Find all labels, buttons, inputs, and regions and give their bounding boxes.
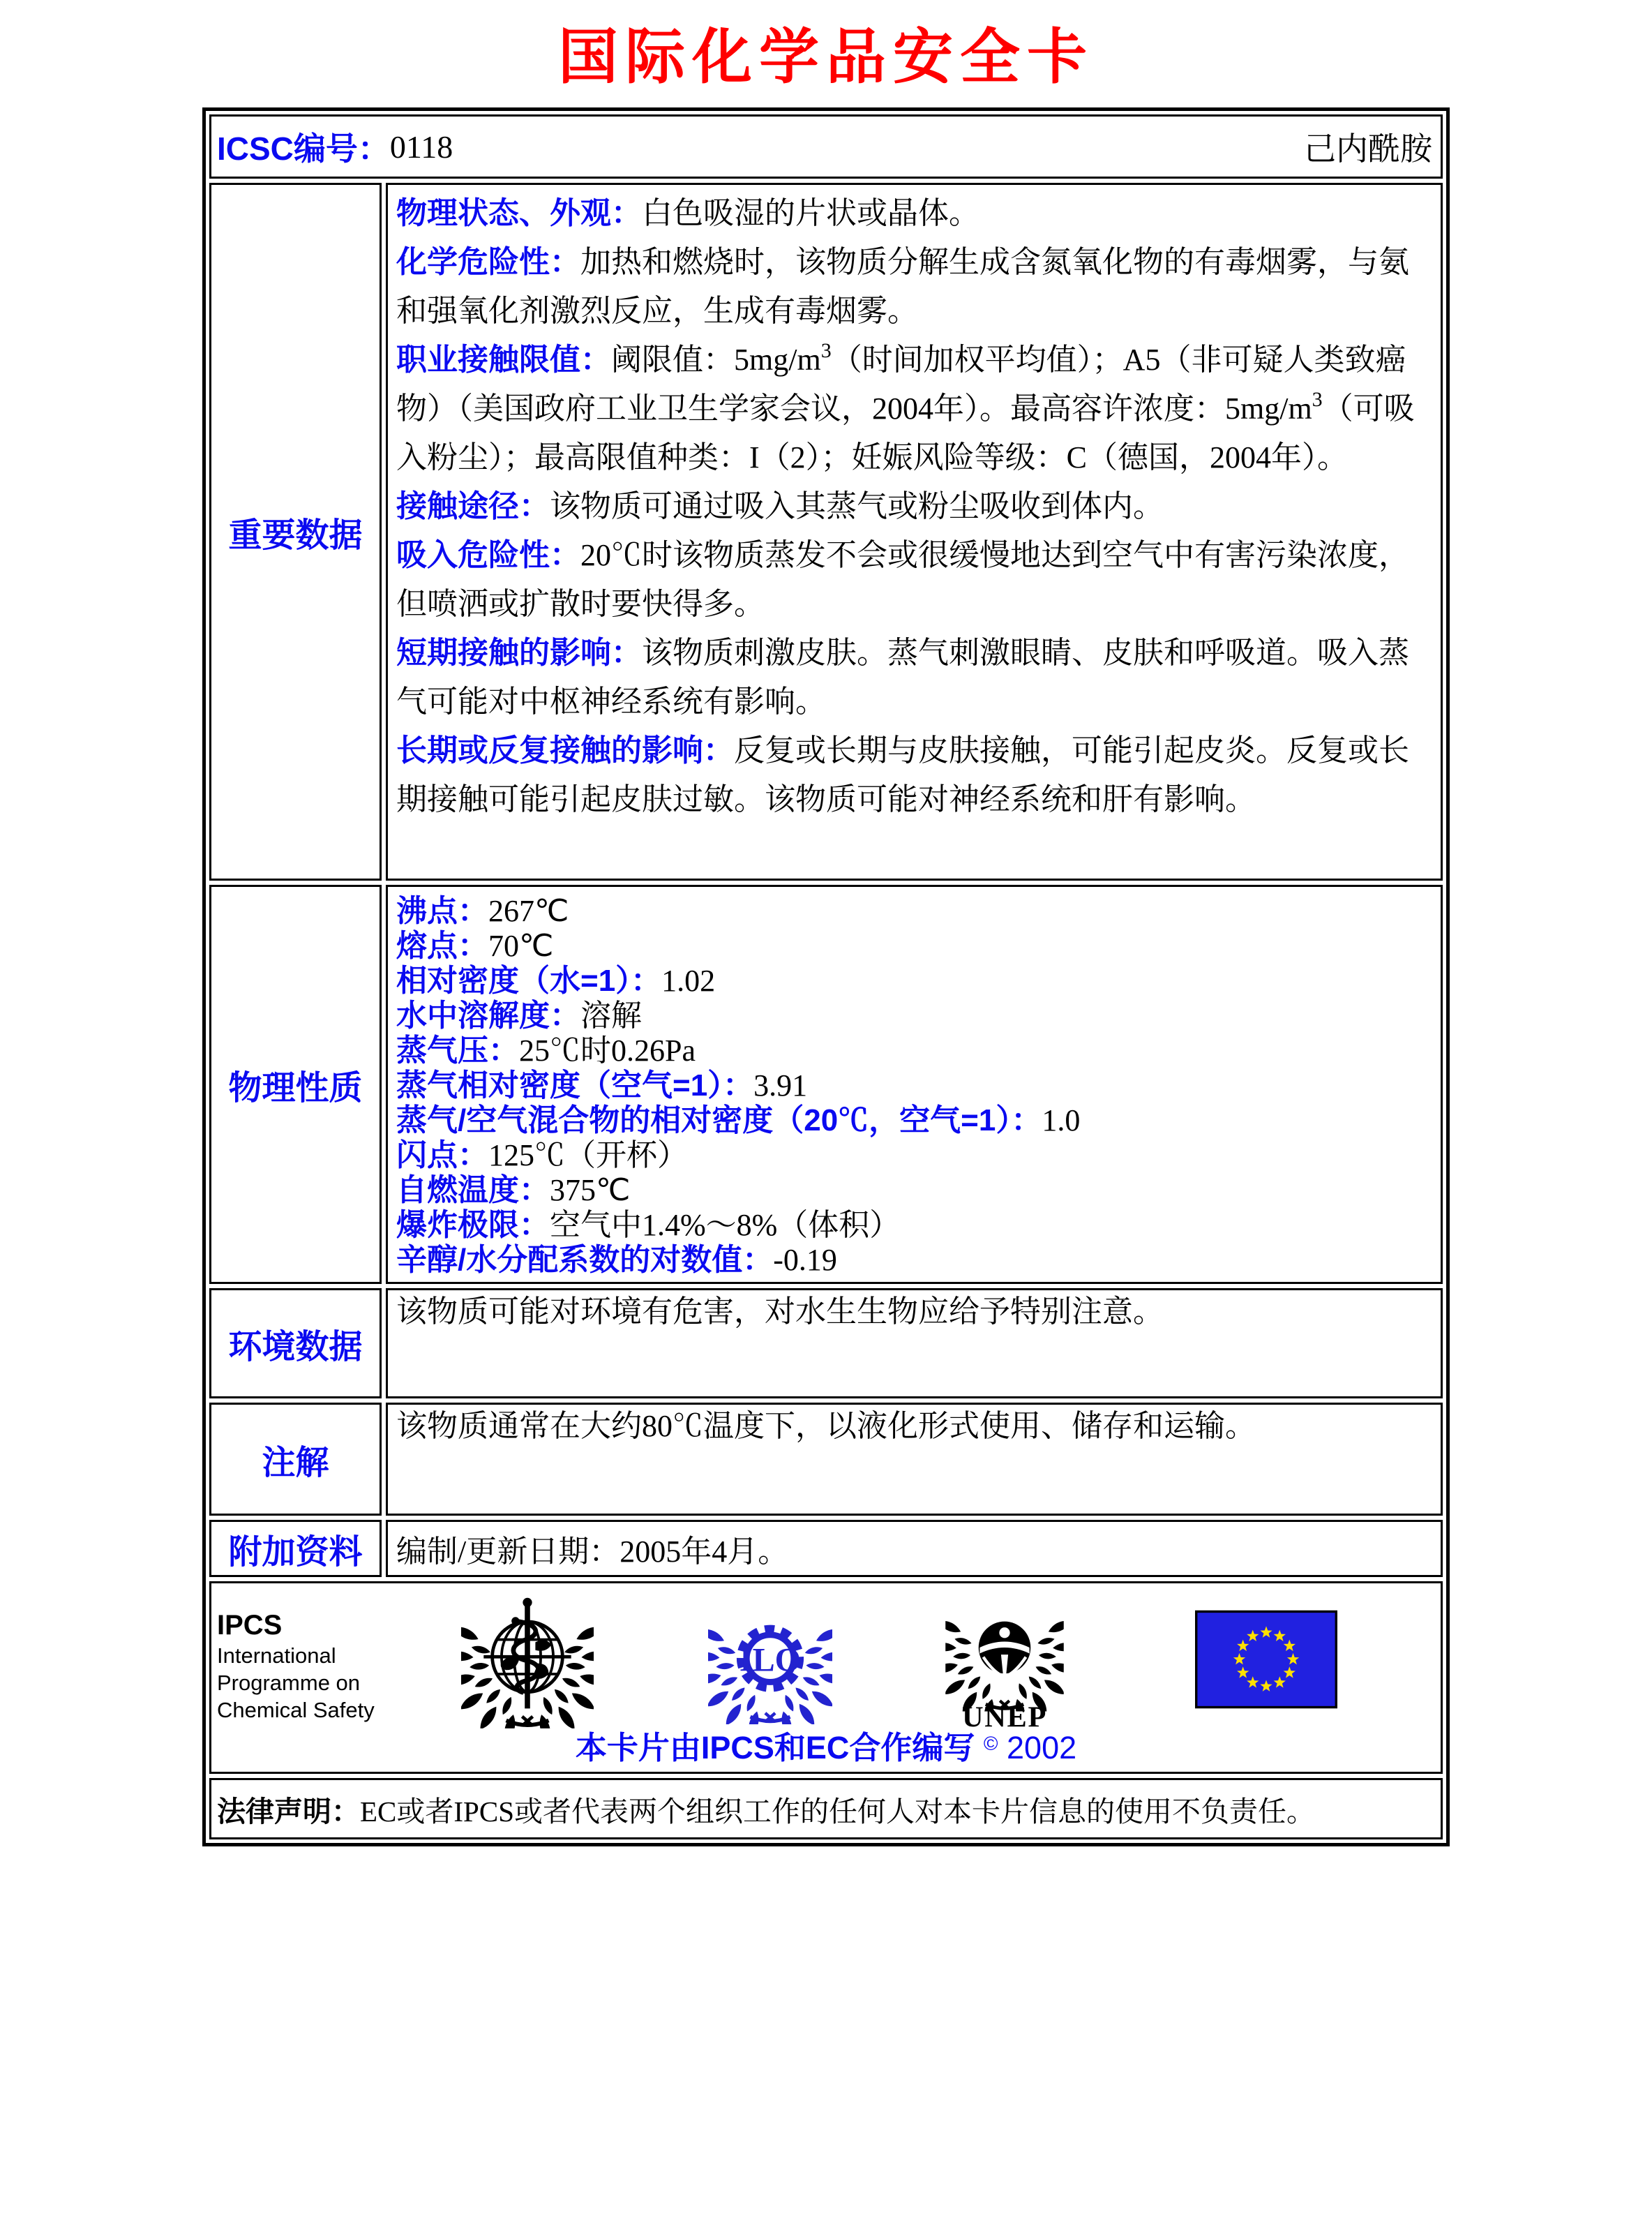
row-label-important-data: 重要数据 — [209, 183, 382, 881]
field-text: （时间加权平均值）；A5（非可疑人类致癌物）（美国政府工业卫生学家会议，2004年）。最高容许浓度：5mg/m — [396, 343, 1406, 426]
ipcs-title: IPCS — [217, 1610, 283, 1641]
row-label-notes: 注解 — [209, 1403, 382, 1516]
field-value: 125℃（开杯） — [488, 1138, 688, 1172]
physical-property-vapor-air-mixture-density — [396, 1103, 1432, 1138]
important-item-chemical-danger — [396, 238, 1432, 336]
field-label: 相对密度（水=1）： — [396, 964, 662, 998]
field-value: -0.19 — [773, 1243, 837, 1277]
legal-notice-label: 法律声明： — [217, 1795, 360, 1828]
field-value: 70℃ — [488, 929, 554, 963]
ilo-logo-icon — [708, 1600, 832, 1724]
superscript: 3 — [820, 339, 832, 362]
legal-notice-row — [209, 1778, 1443, 1839]
physical-properties-content — [386, 885, 1443, 1284]
field-label: 短期接触的影响： — [396, 636, 642, 670]
field-label: 爆炸极限： — [396, 1208, 550, 1242]
additional-info-text: 编制/更新日期：2005年4月。 — [396, 1534, 789, 1569]
field-value: 溶解 — [580, 999, 642, 1033]
field-label: 物理状态、外观： — [396, 196, 642, 230]
eu-flag-icon — [1195, 1610, 1337, 1709]
icsc-number-label: ICSC编号： — [217, 130, 390, 167]
ipcs-subtitle-line: Programme on — [217, 1671, 361, 1695]
field-text: 加热和燃烧时，该物质分解生成含氮氧化物的有毒烟雾，与氨和强氧化剂激烈反应，生成有毒烟雾。 — [396, 245, 1409, 328]
field-label: 职业接触限值： — [396, 343, 611, 377]
cooperation-caption — [211, 1722, 1441, 1768]
environmental-data-text: 该物质可能对环境有危害，对水生生物应给予特别注意。 — [396, 1294, 1164, 1329]
ipcs-subtitle-line: Chemical Safety — [217, 1698, 375, 1722]
environmental-data-content — [386, 1288, 1443, 1398]
copyright-icon: © — [983, 1733, 998, 1754]
field-text: 白色吸湿的片状或晶体。 — [642, 196, 979, 230]
field-text: 该物质可通过吸入其蒸气或粉尘吸收到体内。 — [550, 489, 1164, 523]
ilo-letters: ILO — [739, 1641, 802, 1679]
field-value: 267℃ — [488, 894, 569, 928]
field-label: 化学危险性： — [396, 245, 580, 279]
icsc-number-value: 0118 — [389, 128, 453, 165]
field-text: （可吸入粉尘）；最高限值种类：I（2）；妊娠风险等级：C（德国，2004年）。 — [396, 391, 1415, 475]
unep-letters: UNEP — [961, 1701, 1048, 1733]
field-label: 吸入危险性： — [396, 538, 580, 572]
physical-property-boiling-point — [396, 894, 1432, 929]
row-label-environmental-data: 环境数据 — [209, 1288, 382, 1398]
legal-notice-text: EC或者IPCS或者代表两个组织工作的任何人对本卡片信息的使用不负责任。 — [360, 1795, 1315, 1828]
organizations-footer — [209, 1581, 1443, 1774]
safety-card-table — [202, 107, 1450, 1846]
important-item-occupational-limits — [396, 336, 1432, 482]
field-text: 该物质刺激皮肤。蒸气刺激眼睛、皮肤和呼吸道。吸入蒸气可能对中枢神经系统有影响。 — [396, 636, 1409, 719]
page-title: 国际化学品安全卡 — [558, 24, 1094, 91]
physical-property-autoignition-temperature — [396, 1173, 1432, 1208]
physical-property-melting-point — [396, 929, 1432, 964]
important-item-long-term-effects — [396, 726, 1432, 824]
field-text: 20℃时该物质蒸发不会或很缓慢地达到空气中有害污染浓度，但喷洒或扩散时要快得多。 — [396, 538, 1409, 621]
important-item-physical-state — [396, 189, 1432, 238]
field-label: 长期或反复接触的影响： — [396, 733, 734, 768]
ipcs-subtitle-line: International — [217, 1643, 336, 1668]
field-value: 1.02 — [661, 964, 716, 998]
row-label-physical-properties: 物理性质 — [209, 885, 382, 1284]
physical-property-vapor-density — [396, 1068, 1432, 1103]
caption-text: 本卡片由IPCS和EC合作编写 — [575, 1730, 984, 1765]
field-label: 熔点： — [396, 929, 488, 963]
additional-info-content — [386, 1520, 1443, 1577]
field-value: 1.0 — [1042, 1103, 1081, 1137]
field-text: 阈限值：5mg/m — [611, 343, 821, 377]
superscript: 3 — [1312, 388, 1323, 411]
physical-property-flash-point — [396, 1138, 1432, 1173]
important-item-inhalation-risk — [396, 531, 1432, 629]
field-label: 闪点： — [396, 1138, 488, 1172]
field-label: 接触途径： — [396, 489, 550, 523]
physical-property-water-solubility — [396, 999, 1432, 1033]
field-label: 沸点： — [396, 894, 488, 928]
who-logo-icon — [461, 1592, 594, 1730]
field-label: 辛醇/水分配系数的对数值： — [396, 1243, 774, 1277]
unep-logo-icon — [945, 1593, 1064, 1733]
field-label: 水中溶解度： — [396, 999, 580, 1033]
important-item-exposure-routes — [396, 482, 1432, 531]
field-value: 25℃时0.26Pa — [519, 1033, 696, 1068]
field-text: 反复或长期与皮肤接触，可能引起皮炎。反复或长期接触可能引起皮肤过敏。该物质可能对神经系统和肝有影响。 — [396, 733, 1409, 816]
row-label-additional-info: 附加资料 — [209, 1520, 382, 1577]
ipcs-text-block — [217, 1608, 375, 1724]
physical-property-octanol-water-partition — [396, 1243, 1432, 1278]
field-value: 空气中1.4%～8%（体积） — [550, 1208, 901, 1242]
physical-property-relative-density — [396, 964, 1432, 999]
field-label: 自燃温度： — [396, 1173, 550, 1207]
important-item-short-term-effects — [396, 629, 1432, 726]
copyright-year: 2002 — [998, 1730, 1077, 1765]
chemical-name: 己内酰胺 — [1304, 131, 1432, 167]
notes-text: 该物质通常在大约80℃温度下，以液化形式使用、储存和运输。 — [396, 1409, 1256, 1443]
field-value: 375℃ — [550, 1173, 631, 1207]
field-label: 蒸气/空气混合物的相对密度（20℃，空气=1）： — [396, 1103, 1042, 1137]
field-label: 蒸气相对密度（空气=1）： — [396, 1068, 754, 1103]
notes-content — [386, 1403, 1443, 1516]
field-label: 蒸气压： — [396, 1033, 519, 1068]
physical-property-vapor-pressure — [396, 1033, 1432, 1068]
important-data-content — [386, 183, 1443, 881]
field-value: 3.91 — [753, 1068, 808, 1103]
physical-property-explosive-limits — [396, 1208, 1432, 1243]
card-header-row — [209, 114, 1443, 179]
